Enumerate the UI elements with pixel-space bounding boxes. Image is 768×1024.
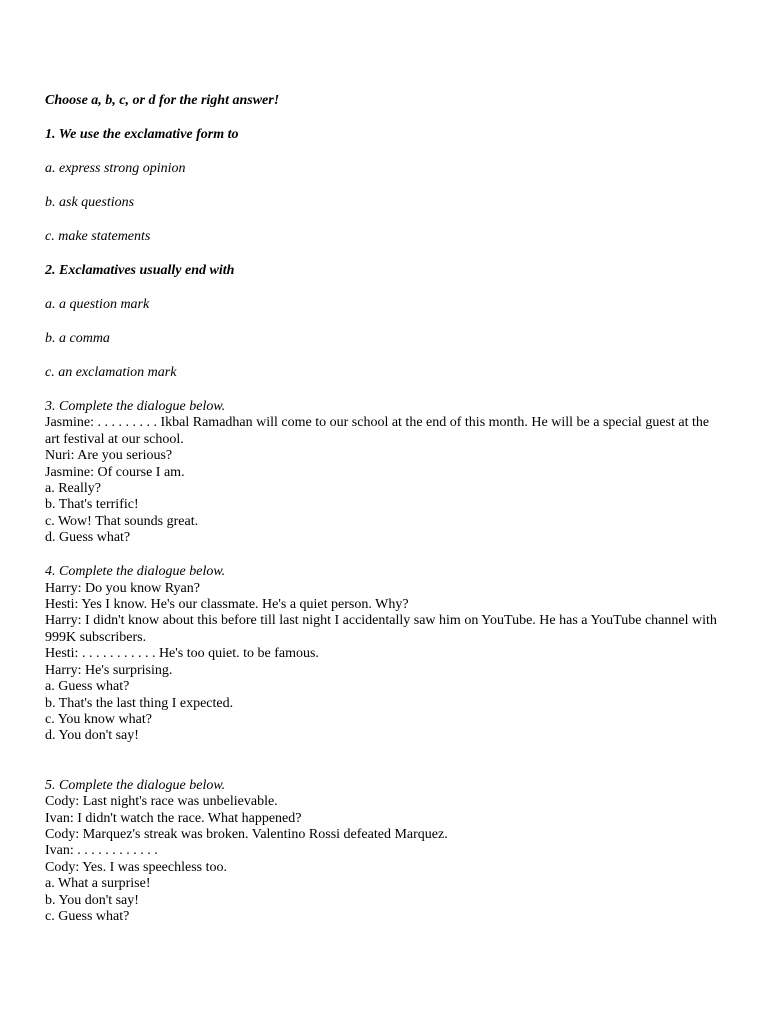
worksheet	[45, 93, 725, 925]
instruction: Choose a, b, c, or d for the right answer!	[45, 93, 280, 108]
question-2-option-c: c. an exclamation mark	[45, 365, 177, 380]
question-4-dialogue-line: Harry: I didn't know about this before till last night I accidentally saw him on YouTube. He has a YouTube channel with 999K subscribers.	[45, 613, 717, 645]
question-3-dialogue-line: Jasmine: Of course I am.	[45, 464, 185, 480]
question-2-prompt: 2. Exclamatives usually end with	[45, 263, 235, 278]
question-1-option-a: a. express strong opinion	[45, 161, 186, 176]
question-5-option-b: b. You don't say!	[45, 892, 139, 908]
question-3-option-d: d. Guess what?	[45, 530, 131, 546]
question-5-option-c: c. Guess what?	[45, 908, 130, 924]
question-1-prompt: 1. We use the exclamative form to	[45, 127, 239, 142]
question-5-dialogue-line: Cody: Yes. I was speechless too.	[45, 859, 227, 875]
question-1-option-b: b. ask questions	[45, 195, 135, 210]
question-5-option-a: a. What a surprise!	[45, 876, 151, 892]
question-4-option-a: a. Guess what?	[45, 679, 130, 695]
question-3-dialogue-line: Jasmine: . . . . . . . . . Ikbal Ramadhan will come to our school at the end of this month. He will be a special guest at the art festival at our school.	[45, 415, 710, 447]
question-2-option-b: b. a comma	[45, 331, 110, 346]
question-4-dialogue-line: Harry: He's surprising.	[45, 662, 173, 678]
question-5-dialogue-line: Ivan: . . . . . . . . . . . .	[45, 843, 158, 859]
question-3-option-c: c. Wow! That sounds great.	[45, 513, 199, 529]
question-3-prompt: 3. Complete the dialogue below.	[45, 399, 226, 414]
question-3-option-b: b. That's terrific!	[45, 497, 139, 513]
question-4-option-c: c. You know what?	[45, 711, 152, 727]
question-2-option-a: a. a question mark	[45, 297, 150, 312]
question-3-dialogue-line: Nuri: Are you serious?	[45, 448, 173, 464]
question-5-prompt: 5. Complete the dialogue below.	[45, 777, 226, 793]
question-5-dialogue-line: Cody: Last night's race was unbelievable.	[45, 794, 278, 810]
question-4-prompt: 4. Complete the dialogue below.	[45, 564, 226, 580]
question-5-dialogue-line: Cody: Marquez's streak was broken. Valentino Rossi defeated Marquez.	[45, 826, 448, 842]
question-4-option-b: b. That's the last thing I expected.	[45, 695, 234, 711]
question-1-option-c: c. make statements	[45, 229, 151, 244]
question-5-dialogue-line: Ivan: I didn't watch the race. What happened?	[45, 810, 302, 826]
question-4-dialogue-line: Hesti: . . . . . . . . . . . He's too quiet. to be famous.	[45, 646, 319, 662]
question-4-dialogue-line: Hesti: Yes I know. He's our classmate. He's a quiet person. Why?	[45, 597, 409, 613]
question-3-option-a: a. Really?	[45, 481, 101, 497]
question-4-option-d: d. You don't say!	[45, 728, 139, 744]
question-4-dialogue-line: Harry: Do you know Ryan?	[45, 580, 200, 596]
